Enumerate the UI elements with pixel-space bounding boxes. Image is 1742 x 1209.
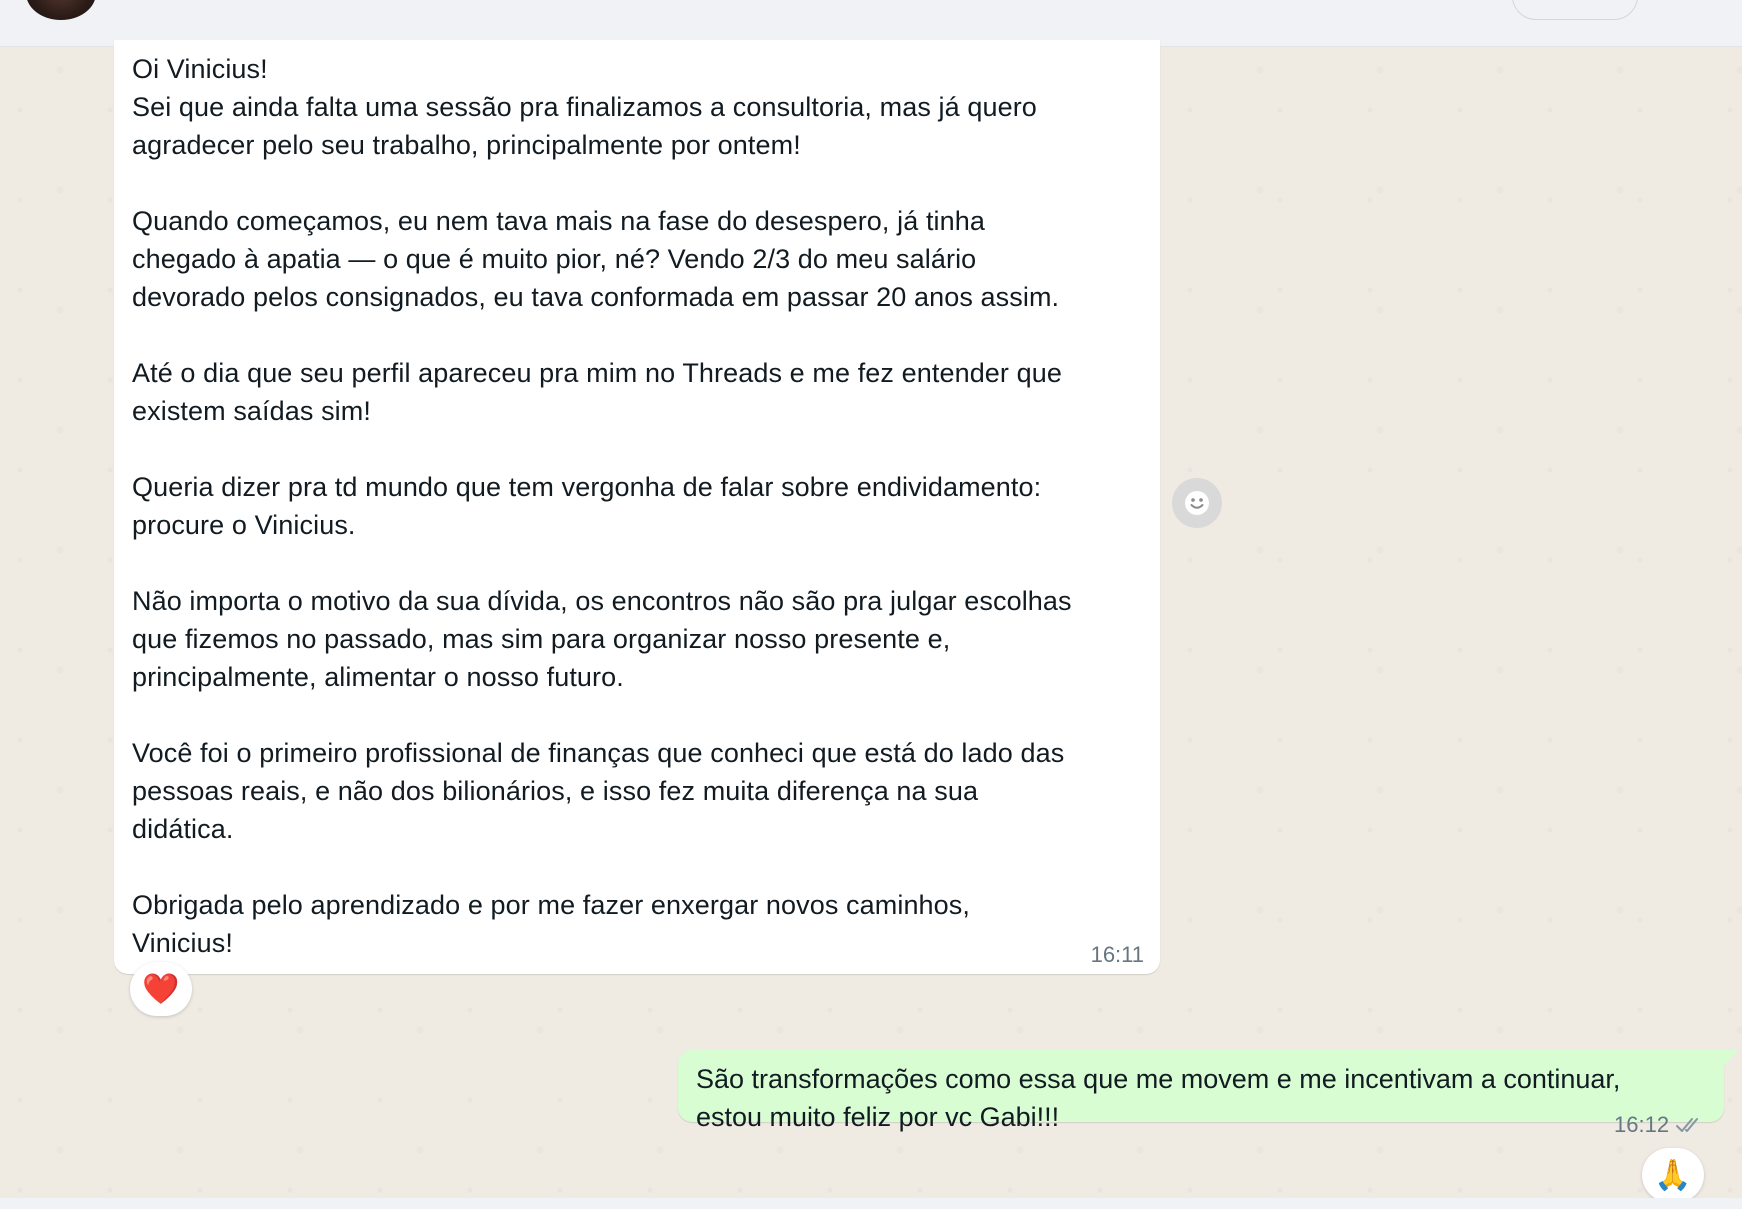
incoming-message-text: [132, 50, 1142, 962]
message-paragraph: Até o dia que seu perfil apareceu pra mim no Threads e me fez entender que existem saídas sim!: [132, 358, 1062, 426]
message-paragraph: Oi Vinicius! Sei que ainda falta uma sessão pra finalizamos a consultoria, mas já quero agradecer pelo seu trabalho, principalmente por ontem!: [132, 54, 1037, 160]
header-action-pill[interactable]: [1512, 0, 1638, 20]
message-paragraph: Não importa o motivo da sua dívida, os encontros não são pra julgar escolhas que fizemos no passado, mas sim para organizar nosso presente e, principalmente, alimentar o nosso futuro.: [132, 586, 1072, 692]
outgoing-timestamp-row: [1614, 1112, 1705, 1138]
bubble-tail: [1724, 1050, 1738, 1066]
message-paragraph: Você foi o primeiro profissional de finanças que conheci que está do lado das pessoas reais, e não dos bilionários, e isso fez muita diferença na sua didática.: [132, 738, 1065, 844]
folded-hands-icon: 🙏: [1654, 1158, 1692, 1192]
heart-reaction[interactable]: [130, 962, 192, 1016]
message-paragraph: Obrigada pelo aprendizado e por me fazer enxergar novos caminhos, Vinicius!: [132, 890, 970, 958]
incoming-message-bubble[interactable]: [114, 40, 1160, 974]
outgoing-message-text: São transformações como essa que me movem e me incentivam a continuar, estou muito feliz por vc Gabi!!!: [696, 1064, 1621, 1132]
message-paragraph: Quando começamos, eu nem tava mais na fase do desespero, já tinha chegado à apatia — o que é muito pior, né? Vendo 2/3 do meu salário devorado pelos consignados, eu tava conformada em passar 20 anos assim.: [132, 206, 1060, 312]
contact-avatar[interactable]: [26, 0, 96, 20]
heart-icon: ❤️: [142, 972, 180, 1006]
message-timestamp: 16:11: [1090, 942, 1144, 967]
message-paragraph: Queria dizer pra td mundo que tem vergonha de falar sobre endividamento: procure o Vinicius.: [132, 472, 1042, 540]
message-timestamp: 16:12: [1614, 1112, 1670, 1137]
composer-edge: [0, 1198, 1742, 1209]
react-button[interactable]: [1172, 478, 1222, 528]
folded-hands-reaction[interactable]: [1642, 1148, 1704, 1202]
smiley-icon: [1183, 489, 1211, 517]
double-check-icon: [1675, 1115, 1705, 1135]
